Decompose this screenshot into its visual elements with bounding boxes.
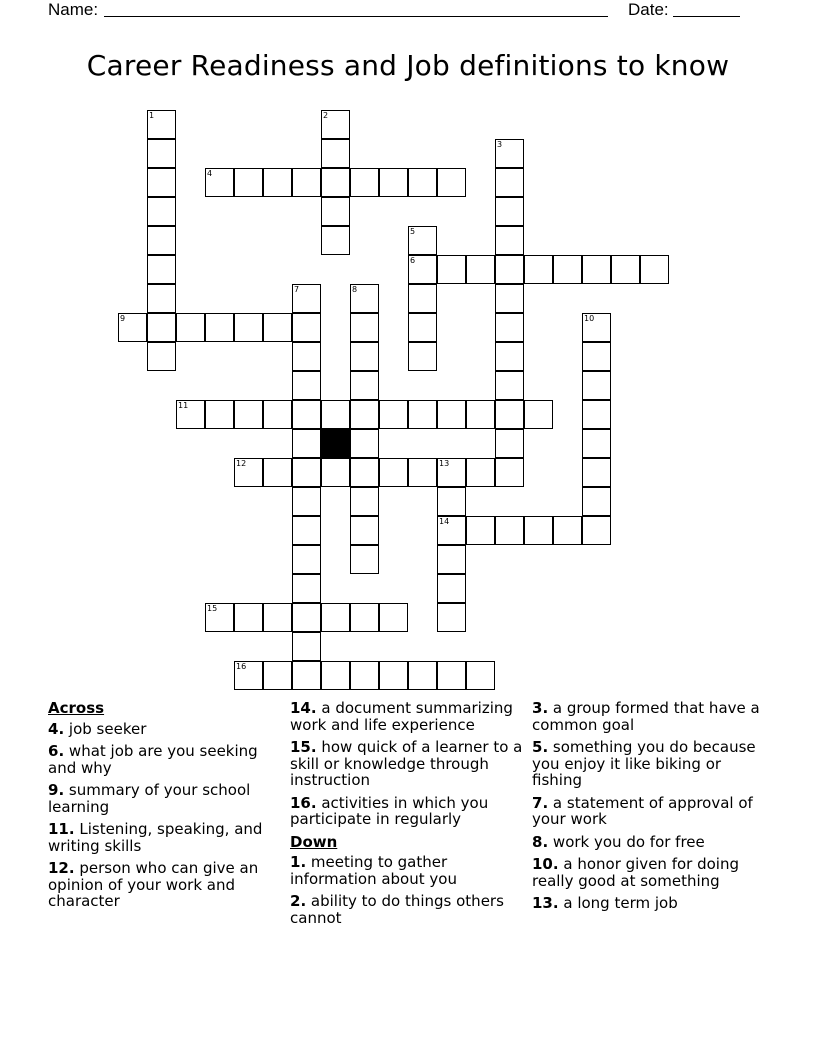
grid-cell[interactable] (408, 342, 437, 371)
grid-cell[interactable] (437, 168, 466, 197)
clue-text: how quick of a learner to a skill or knowledge through instruction (290, 738, 523, 789)
grid-cell[interactable] (292, 429, 321, 458)
clue-text: a honor given for doing really good at something (532, 855, 739, 890)
grid-cell[interactable] (582, 313, 611, 342)
clue-text: a group formed that have a common goal (532, 699, 760, 734)
grid-cell[interactable] (437, 487, 466, 516)
clue-number: 6 (48, 742, 59, 760)
cell-number: 9 (120, 314, 126, 323)
clue-text: job seeker (68, 719, 147, 738)
clue-number: 8 (532, 832, 543, 851)
clue-across-15: 15. how quick of a learner to a skill or knowledge through instruction (290, 738, 523, 789)
grid-cell[interactable] (292, 400, 321, 429)
grid-cell[interactable] (234, 661, 263, 690)
grid-cell[interactable] (466, 400, 495, 429)
cell-number: 7 (294, 285, 300, 294)
grid-cell[interactable] (205, 168, 234, 197)
grid-cell[interactable] (176, 313, 205, 342)
grid-cell[interactable] (495, 400, 524, 429)
grid-cell[interactable] (495, 516, 524, 545)
date-label: Date: (628, 0, 669, 19)
grid-cell[interactable] (350, 342, 379, 371)
grid-cell[interactable] (553, 255, 582, 284)
grid-cell[interactable] (263, 603, 292, 632)
clue-across-12: 12. person who can give an opinion of your work and character (48, 859, 259, 910)
clue-number: 1 (290, 853, 301, 871)
clue-number: 9 (48, 781, 59, 799)
grid-cell[interactable] (292, 574, 321, 603)
grid-cell[interactable] (437, 400, 466, 429)
grid-cell[interactable] (147, 110, 176, 139)
cell-number: 13 (439, 459, 450, 468)
cell-number: 12 (236, 459, 247, 468)
clue-number: 5 (532, 738, 543, 756)
grid-cell[interactable] (408, 458, 437, 487)
clue-text: something you do because you enjoy it like biking or fishing (532, 738, 756, 789)
grid-cell[interactable] (582, 255, 611, 284)
clue-down-8: 8. work you do for free (532, 832, 705, 851)
grid-cell[interactable] (321, 197, 350, 226)
clue-number: 16 (290, 793, 311, 812)
cell-number: 5 (410, 227, 416, 236)
grid-cell[interactable] (495, 313, 524, 342)
clue-down-2: 2. ability to do things others cannot (290, 892, 504, 927)
grid-cell[interactable] (321, 168, 350, 197)
grid-cell[interactable] (582, 400, 611, 429)
clue-text: work you do for free (552, 832, 705, 851)
grid-cell[interactable] (350, 545, 379, 574)
clue-down-7: 7. a statement of approval of your work (532, 793, 753, 828)
grid-cell[interactable] (437, 545, 466, 574)
grid-cell[interactable] (379, 603, 408, 632)
grid-cell[interactable] (582, 371, 611, 400)
grid-cell[interactable] (524, 400, 553, 429)
grid-cell[interactable] (147, 226, 176, 255)
grid-cell[interactable] (495, 226, 524, 255)
grid-cell[interactable] (292, 603, 321, 632)
grid-cell[interactable] (350, 371, 379, 400)
down-heading: Down (290, 832, 338, 851)
grid-cell[interactable] (321, 458, 350, 487)
clue-text: a document summarizing work and life experience (290, 699, 513, 734)
clue-column-3 (532, 700, 772, 918)
grid-cell[interactable] (582, 516, 611, 545)
grid-cell[interactable] (495, 284, 524, 313)
grid-cell[interactable] (408, 226, 437, 255)
grid-cell[interactable] (437, 661, 466, 690)
grid-cell[interactable] (205, 603, 234, 632)
clue-down-1: 1. meeting to gather information about you (290, 853, 457, 888)
clue-text: what job are you seeking and why (48, 742, 258, 777)
clue-text: a statement of approval of your work (532, 793, 753, 828)
cell-number: 16 (236, 662, 247, 671)
grid-cell[interactable] (640, 255, 669, 284)
clue-down-5: 5. something you do because you enjoy it like biking or fishing (532, 738, 756, 789)
clue-across-16: 16. activities in which you participate in regularly (290, 793, 489, 828)
grid-cell[interactable] (350, 516, 379, 545)
grid-cell[interactable] (582, 487, 611, 516)
grid-cell[interactable] (350, 313, 379, 342)
grid-cell[interactable] (292, 458, 321, 487)
cell-number: 2 (323, 111, 329, 120)
grid-cell[interactable] (466, 661, 495, 690)
grid-cell[interactable] (350, 400, 379, 429)
grid-cell[interactable] (495, 197, 524, 226)
clue-across-4: 4. job seeker (48, 719, 147, 738)
grid-cell[interactable] (292, 313, 321, 342)
cell-number: 1 (149, 111, 155, 120)
grid-cell[interactable] (321, 661, 350, 690)
grid-cell[interactable] (408, 255, 437, 284)
grid-cell[interactable] (292, 545, 321, 574)
cell-number: 4 (207, 169, 213, 178)
clue-across-14: 14. a document summarizing work and life experience (290, 699, 513, 734)
grid-cell[interactable] (205, 400, 234, 429)
clue-number: 13 (532, 894, 553, 912)
clue-number: 10 (532, 855, 553, 873)
grid-cell[interactable] (495, 342, 524, 371)
grid-cell[interactable] (147, 139, 176, 168)
grid-cell[interactable] (553, 516, 582, 545)
clue-across-11: 11. Listening, speaking, and writing skills (48, 820, 263, 855)
grid-cell[interactable] (147, 255, 176, 284)
grid-cell[interactable] (147, 284, 176, 313)
clue-number: 4 (48, 719, 59, 738)
page-title: Career Readiness and Job definitions to know (86, 49, 730, 82)
grid-cell[interactable] (292, 487, 321, 516)
grid-cell[interactable] (234, 603, 263, 632)
grid-cell[interactable] (292, 661, 321, 690)
cell-number: 6 (410, 256, 416, 265)
grid-cell[interactable] (263, 661, 292, 690)
grid-cell[interactable] (292, 371, 321, 400)
cell-number: 11 (178, 401, 189, 410)
grid-cell[interactable] (582, 429, 611, 458)
grid-cell[interactable] (437, 603, 466, 632)
grid-cell[interactable] (234, 400, 263, 429)
grid-cell[interactable] (350, 429, 379, 458)
grid-cell[interactable] (437, 574, 466, 603)
grid-cell[interactable] (379, 400, 408, 429)
grid-cell[interactable] (205, 313, 234, 342)
cell-number: 8 (352, 285, 358, 294)
clue-down-10: 10. a honor given for doing really good at something (532, 855, 739, 890)
grid-cell[interactable] (292, 342, 321, 371)
grid-cell[interactable] (350, 168, 379, 197)
grid-cell[interactable] (408, 661, 437, 690)
clue-number: 15 (290, 738, 311, 756)
clue-column-1 (48, 700, 283, 916)
grid-cell[interactable] (582, 458, 611, 487)
grid-cell[interactable] (495, 458, 524, 487)
clue-across-9: 9. summary of your school learning (48, 781, 251, 816)
grid-cell[interactable] (350, 661, 379, 690)
grid-cell[interactable] (379, 168, 408, 197)
cell-number: 3 (497, 140, 503, 149)
name-label: Name: (48, 0, 99, 19)
grid-cell[interactable] (321, 226, 350, 255)
clue-down-3: 3. a group formed that have a common goal (532, 699, 760, 734)
grid-cell[interactable] (350, 487, 379, 516)
clue-number: 3 (532, 699, 543, 717)
clue-text: a long term job (563, 894, 678, 912)
cell-number: 15 (207, 604, 218, 613)
grid-cell[interactable] (321, 400, 350, 429)
clue-number: 2 (290, 892, 301, 910)
grid-cell[interactable] (263, 313, 292, 342)
grid-cell[interactable] (495, 139, 524, 168)
grid-cell[interactable] (176, 400, 205, 429)
grid-cell[interactable] (466, 458, 495, 487)
grid-cell[interactable] (321, 603, 350, 632)
clue-column-2 (290, 700, 525, 932)
clue-text: activities in which you participate in regularly (290, 793, 489, 828)
grid-cell[interactable] (437, 458, 466, 487)
blocked-cell (321, 429, 350, 458)
grid-cell[interactable] (350, 603, 379, 632)
grid-cell[interactable] (379, 458, 408, 487)
clue-number: 14 (290, 699, 311, 717)
grid-cell[interactable] (437, 255, 466, 284)
grid-cell[interactable] (292, 168, 321, 197)
grid-cell[interactable] (524, 255, 553, 284)
grid-cell[interactable] (263, 168, 292, 197)
grid-cell[interactable] (350, 458, 379, 487)
clue-text: person who can give an opinion of your work and character (48, 859, 259, 910)
grid-cell[interactable] (379, 661, 408, 690)
grid-cell[interactable] (147, 342, 176, 371)
clue-text: ability to do things others cannot (290, 892, 504, 927)
grid-cell[interactable] (292, 632, 321, 661)
clue-text: summary of your school learning (48, 781, 251, 816)
grid-cell[interactable] (147, 197, 176, 226)
grid-cell[interactable] (292, 284, 321, 313)
grid-cell[interactable] (147, 168, 176, 197)
grid-cell[interactable] (263, 400, 292, 429)
grid-cell[interactable] (495, 168, 524, 197)
clue-number: 11 (48, 820, 69, 838)
grid-cell[interactable] (495, 255, 524, 284)
clue-text: Listening, speaking, and writing skills (48, 820, 263, 855)
grid-cell[interactable] (408, 400, 437, 429)
clue-number: 12 (48, 859, 69, 877)
clue-across-6: 6. what job are you seeking and why (48, 742, 258, 777)
clue-text: meeting to gather information about you (290, 853, 457, 888)
grid-cell[interactable] (321, 110, 350, 139)
across-heading: Across (48, 699, 105, 717)
grid-cell[interactable] (611, 255, 640, 284)
clue-number: 7 (532, 793, 543, 812)
grid-cell[interactable] (234, 168, 263, 197)
grid-cell[interactable] (234, 458, 263, 487)
grid-cell[interactable] (408, 313, 437, 342)
grid-cell[interactable] (118, 313, 147, 342)
grid-cell[interactable] (408, 168, 437, 197)
grid-cell[interactable] (437, 516, 466, 545)
grid-cell[interactable] (495, 429, 524, 458)
grid-cell[interactable] (524, 516, 553, 545)
grid-cell[interactable] (234, 313, 263, 342)
grid-cell[interactable] (292, 516, 321, 545)
grid-cell[interactable] (582, 342, 611, 371)
grid-cell[interactable] (147, 313, 176, 342)
grid-cell[interactable] (408, 284, 437, 313)
grid-cell[interactable] (466, 255, 495, 284)
grid-cell[interactable] (466, 516, 495, 545)
cell-number: 14 (439, 517, 450, 526)
clue-down-13: 13. a long term job (532, 894, 678, 912)
cell-number: 10 (584, 314, 595, 323)
grid-cell[interactable] (350, 284, 379, 313)
grid-cell[interactable] (321, 139, 350, 168)
grid-cell[interactable] (263, 458, 292, 487)
grid-cell[interactable] (495, 371, 524, 400)
